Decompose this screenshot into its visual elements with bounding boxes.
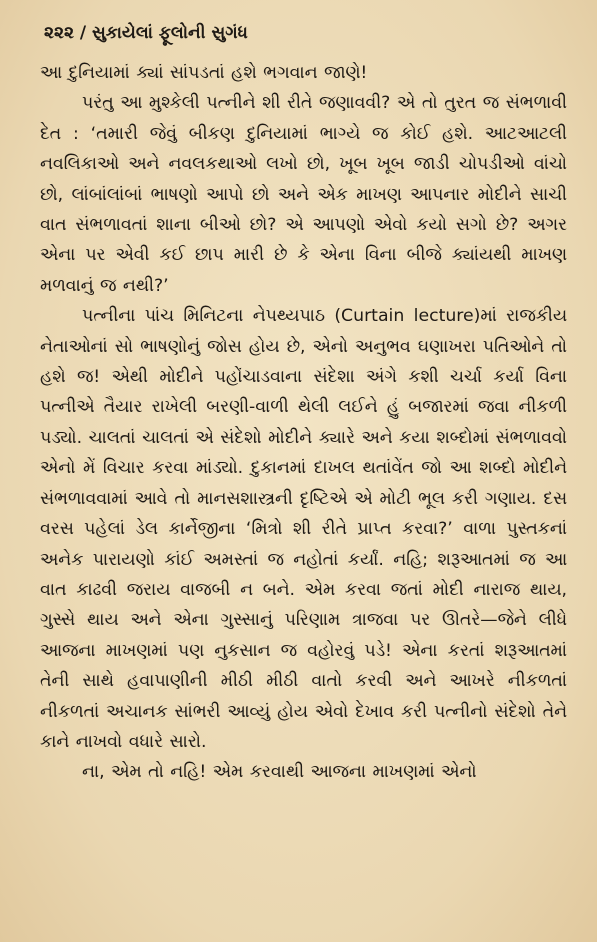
paragraph-2: પરંતુ આ મુશ્કેલી પત્નીને શી રીતે જણાવવી? એ તો તુરત જ સંભળાવી દેત : ‘તમારી જેવું બીકણ દુનિયામાં ભાગ્યે જ કોઈ હશે. આટઆટલી નવલિકાઓ અને નવલકથાઓ લખો છો, ખૂબ ખૂબ જાડી ચોપડીઓ વાંચો છો, લાંબાંલાંબાં ભાષણો આપો છો અને એક માખણ આપનાર મોદીને સાચી વાત સંભળાવતાં શાના બીઓ છો? એ આપણો એવો કયો સગો છે? અગર એના પર એવી કઈ છાપ મારી છે કે એના વિના બીજે ક્યાંયથી માખણ મળવાનું જ નથી?’ xyxy=(40,93,567,296)
paragraph-4: ના, એમ તો નહિ! એમ કરવાથી આજના માખણમાં એનો xyxy=(82,762,477,783)
paragraph-3: પત્નીના પાંચ મિનિટના નેપથ્યપાઠ (Curtain lecture)માં રાજકીય નેતાઓનાં સો ભાષણોનું જોસ હોય છે, એનો અનુભવ ઘણાખરા પતિઓને તો હશે જ! એથી મોદીને પહોંચાડવાના સંદેશા અંગે કશી ચર્ચા કર્યા વિના પત્નીએ તૈયાર રાખેલી બરણી-વાળી થેલી લઈને હું બજારમાં જવા નીકળી પડ્યો. ચાલતાં ચાલતાં એ સંદેશો મોદીને ક્યારે અને કયા શબ્દોમાં સંભળાવવો એનો મેં વિચાર કરવા માંડ્યો. દુકાનમાં દાખલ થતાંવેંત જો આ શબ્દો મોદીને સંભળાવવામાં આવે તો માનસશાસ્ત્રની દૃષ્ટિએ એ મોટી ભૂલ કરી ગણાય. દસ વરસ પહેલાં ડેલ કાર્નેજીના ‘મિત્રો શી રીતે પ્રાપ્ત કરવા?’ વાળા પુસ્તકનાં અનેક પારાયણો કાંઈ અમસ્તાં જ નહોતાં કર્યાં. નહિ; શરૂઆતમાં જ આ વાત કાઢવી જરાય વાજબી ન બને. એમ કરવા જતાં મોદી નારાજ થાય, ગુસ્સે થાય અને એના ગુસ્સાનું પરિણામ ત્રાજવા પર ઊતરે—જેને લીધે આજના માખણમાં પણ નુકસાન જ વહોરવું પડે! એના કરતાં શરૂઆતમાં તેની સાથે હવાપાણીની મીઠી મીઠી વાતો કરવી અને આખરે નીકળતાં નીકળતાં અચાનક સાંભરી આવ્યું હોય એવો દેખાવ કરી પત્નીનો સંદેશો તેને કાને નાખવો વધારે સારો. xyxy=(40,306,567,752)
running-head: ૨૨૨ / સુકાયેલાં ફૂલોની સુગંધ xyxy=(44,23,248,43)
paragraph-1: આ દુનિયામાં ક્યાં સાંપડતાં હશે ભગવાન જાણે! xyxy=(40,63,368,83)
